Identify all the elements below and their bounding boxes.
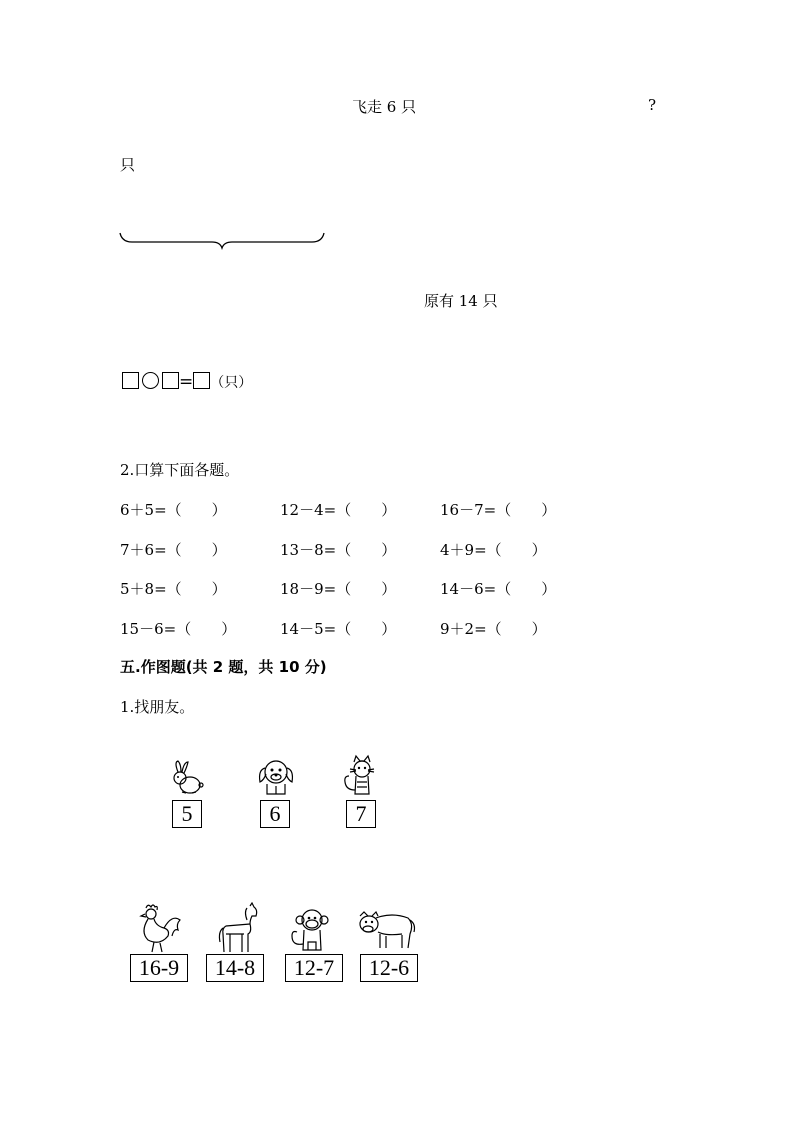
operator-circle — [142, 372, 159, 389]
blank-square — [162, 372, 179, 389]
rabbit-icon — [166, 758, 206, 798]
horse-icon — [214, 902, 262, 954]
curly-brace — [118, 230, 326, 250]
q2-problem: 9＋2=（ ） — [440, 620, 547, 638]
number-box: 6 — [260, 800, 290, 828]
q2-problem: 12－4=（ ） — [280, 501, 397, 519]
q2-problem: 13－8=（ ） — [280, 541, 397, 559]
cat-icon — [340, 754, 384, 798]
expression-box: 12-6 — [360, 954, 418, 982]
q2-problem: 4＋9=（ ） — [440, 541, 547, 559]
blank-square — [193, 372, 210, 389]
section5-heading: 五.作图题(共 2 题，共 10 分) — [120, 658, 327, 676]
q2-problem: 14－5=（ ） — [280, 620, 397, 638]
q2-problem: 15－6=（ ） — [120, 620, 237, 638]
q2-title: 2.口算下面各题。 — [120, 461, 240, 479]
unit-label: 只 — [120, 156, 136, 174]
flew-away-label: 飞走 6 只 — [352, 98, 417, 116]
q2-problem: 16－7=（ ） — [440, 501, 557, 519]
q2-problem: 5＋8=（ ） — [120, 580, 227, 598]
rooster-icon — [134, 902, 184, 954]
q2-problem: 7＋6=（ ） — [120, 541, 227, 559]
equals-sign: = — [179, 372, 194, 392]
answer-unit: （只） — [210, 375, 253, 391]
number-box: 7 — [346, 800, 376, 828]
expression-box: 12-7 — [285, 954, 343, 982]
dog-icon — [254, 754, 298, 798]
expression-box: 16-9 — [130, 954, 188, 982]
monkey-icon — [288, 906, 334, 954]
q1-title: 1.找朋友。 — [120, 698, 195, 716]
number-box: 5 — [172, 800, 202, 828]
blank-square — [122, 372, 139, 389]
question-mark: ? — [648, 96, 657, 114]
q2-problem: 18－9=（ ） — [280, 580, 397, 598]
answer-template — [122, 372, 252, 392]
q2-problem: 14－6=（ ） — [440, 580, 557, 598]
cow-icon — [356, 906, 418, 952]
expression-box: 14-8 — [206, 954, 264, 982]
q2-problem: 6＋5=（ ） — [120, 501, 227, 519]
original-total-label: 原有 14 只 — [424, 292, 498, 310]
